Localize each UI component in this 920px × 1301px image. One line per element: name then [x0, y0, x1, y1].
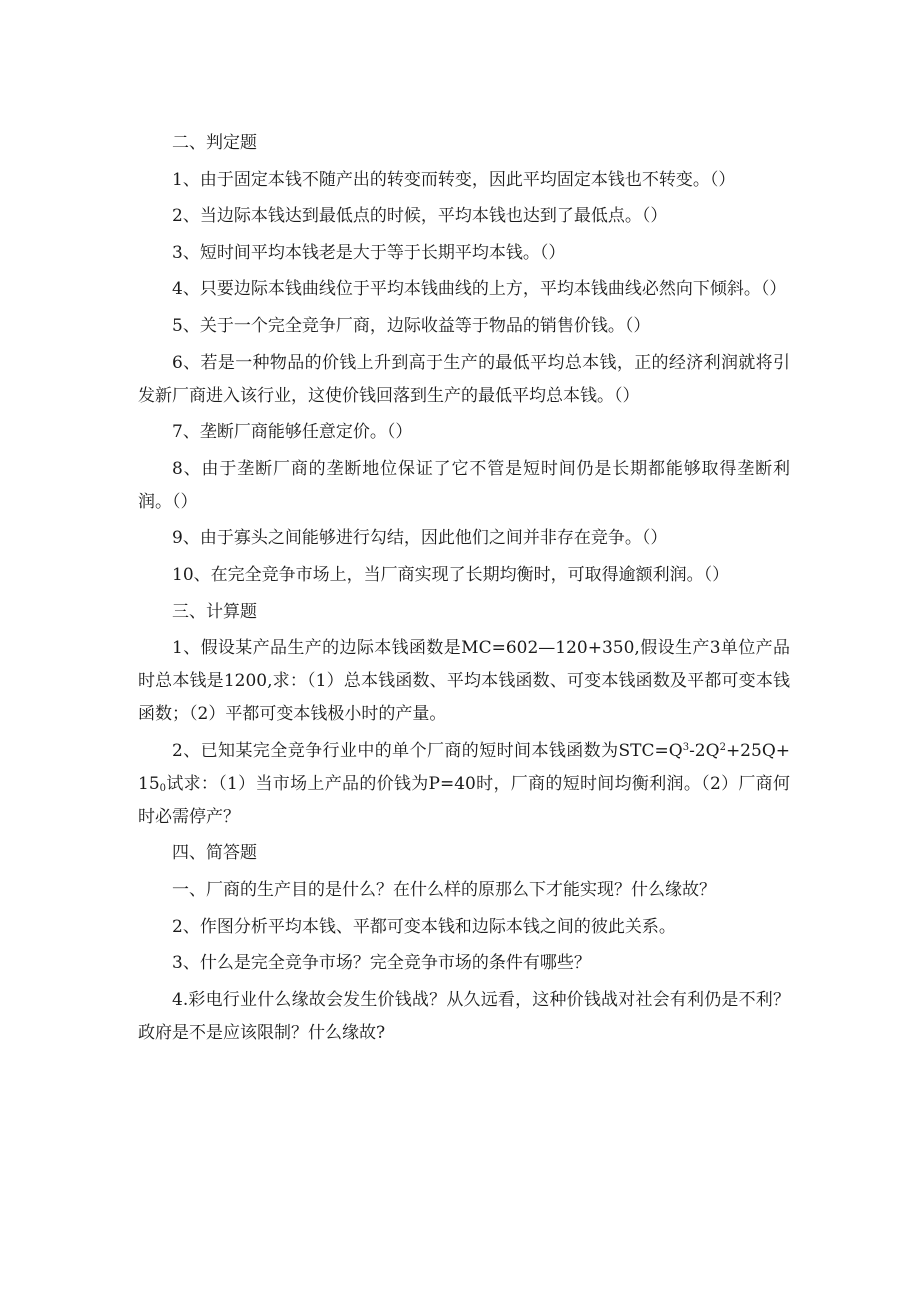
- judgment-item-4: 4、只要边际本钱曲线位于平均本钱曲线的上方，平均本钱曲线必然向下倾斜。（）: [172, 279, 787, 300]
- judgment-item-10: 10、在完全竞争市场上，当厂商实现了长期均衡时，可取得逾额利润。（）: [172, 564, 730, 585]
- short-answer-item-1: 一、厂商的生产目的是什么？在什么样的原那么下才能实现？什么缘故？: [172, 879, 716, 900]
- judgment-item-8: 8、由于垄断厂商的垄断地位保证了它不管是短时间仍是长期都能够取得垄断利润。（）: [138, 458, 790, 512]
- section-title-judgment: 二、判定题: [172, 133, 257, 153]
- q2-text-part-3: +25Q+15: [138, 740, 790, 794]
- calculation-question-1: 1、假设某产品生产的边际本钱函数是MC=602—120+350,假设生产3单位产品时总本钱是1200,求：（1）总本钱函数、平均本钱函数、可变本钱函数及平都可变本钱函数；（2）平都可变本钱极小时的产量。: [138, 638, 790, 725]
- judgment-item-5: 5、关于一个完全竞争厂商，边际收益等于物品的销售价钱。（）: [172, 315, 651, 336]
- q2-superscript-square: 2: [719, 741, 726, 753]
- section-title-calculation: 三、计算题: [172, 601, 257, 622]
- judgment-item-7: 7、垄断厂商能够任意定价。（）: [172, 422, 413, 443]
- q2-text-part-1: 2、已知某完全竞争行业中的单个厂商的短时间本钱函数为STC=Q: [172, 740, 683, 761]
- calculation-question-2: [138, 735, 790, 834]
- short-answer-item-4: 4.彩电行业什么缘故会发生价钱战？从久远看，这种价钱战对社会有利仍是不利？政府是不是应该限制？什么缘故?: [138, 989, 790, 1043]
- q2-text-part-2: -2Q: [689, 740, 720, 761]
- judgment-item-2: 2、当边际本钱达到最低点的时候，平均本钱也达到了最低点。（）: [172, 206, 668, 227]
- short-answer-item-3: 3、什么是完全竞争市场？完全竞争市场的条件有哪些？: [172, 953, 591, 974]
- judgment-item-3: 3、短时间平均本钱老是大于等于长期平均本钱。（）: [172, 242, 566, 263]
- judgment-item-6: 6、若是一种物品的价钱上升到高于生产的最低平均总本钱，正的经济利润就将引发新厂商进入该行业，这使价钱回落到生产的最低平均总本钱。（）: [138, 352, 790, 406]
- q2-superscript-cube: 3: [682, 741, 690, 753]
- section-title-short-answer: 四、简答题: [172, 843, 257, 864]
- short-answer-item-2: 2、作图分析平均本钱、平都可变本钱和边际本钱之间的彼此关系。: [172, 916, 676, 937]
- judgment-item-1: 1、由于固定本钱不随产出的转变而转变，因此平均固定本钱也不转变。（）: [172, 169, 736, 190]
- document-body: [138, 127, 790, 1053]
- q2-text-part-4: 试求：（1）当市场上产品的价钱为P=40时，厂商的短时间均衡利润。（2）厂商何时必需停产？: [138, 773, 790, 827]
- q2-subscript: 0: [159, 782, 167, 794]
- judgment-item-9: 9、由于寡头之间能够进行勾结，因此他们之间并非存在竞争。（）: [172, 528, 668, 549]
